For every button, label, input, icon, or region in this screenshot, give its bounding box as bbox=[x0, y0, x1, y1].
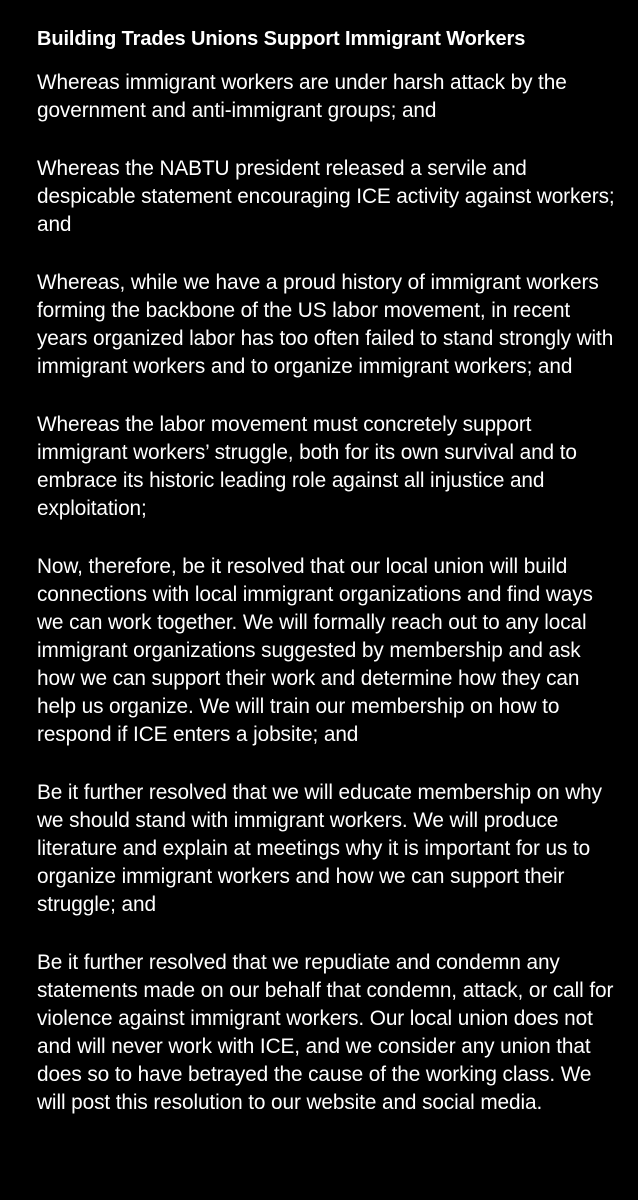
whereas-paragraph-2: Whereas the NABTU president released a servile and despicable statement encouraging ICE activity against workers; and bbox=[37, 157, 615, 236]
whereas-paragraph-1: Whereas immigrant workers are under harsh attack by the government and anti-immigrant groups; and bbox=[37, 71, 567, 122]
document-title: Building Trades Unions Support Immigrant Workers bbox=[37, 28, 526, 50]
resolved-paragraph-2: Be it further resolved that we will educate membership on why we should stand with immigrant workers. We will produce literature and explain at meetings why it is important for us to organize immigrant workers and how we can support their struggle; and bbox=[37, 781, 602, 916]
resolved-paragraph-1: Now, therefore, be it resolved that our local union will build connections with local immigrant organizations and find ways we can work together. We will formally reach out to any local immigrant organizations suggested by membership and ask how we can support their work and determine how they can help us organize. We will train our membership on how to respond if ICE enters a jobsite; and bbox=[37, 555, 593, 746]
whereas-paragraph-4: Whereas the labor movement must concretely support immigrant workers’ struggle, both for its own survival and to embrace its historic leading role against all injustice and exploitation; bbox=[37, 413, 577, 520]
resolved-paragraph-3: Be it further resolved that we repudiate and condemn any statements made on our behalf that condemn, attack, or call for violence against immigrant workers. Our local union does not and will never work with ICE, and we consider any union that does so to have betrayed the cause of the working class. We will post this resolution to our website and social media. bbox=[37, 951, 614, 1114]
whereas-paragraph-3: Whereas, while we have a proud history of immigrant workers forming the backbone of the US labor movement, in recent years organized labor has too often failed to stand strongly with immigrant workers and to organize immigrant workers; and bbox=[37, 271, 614, 378]
